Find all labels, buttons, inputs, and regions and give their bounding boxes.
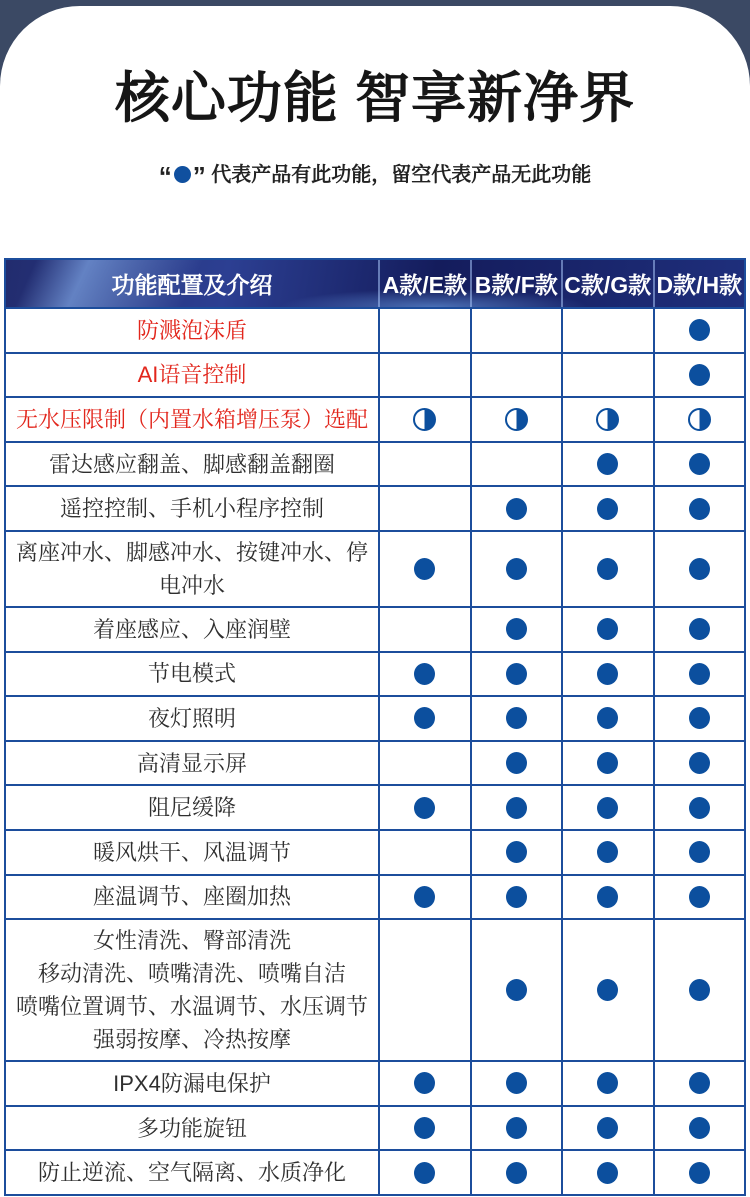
has-feature-dot-icon <box>506 707 527 729</box>
mark-cell <box>653 653 745 696</box>
mark-cell <box>653 398 745 441</box>
has-feature-dot-icon <box>689 841 710 863</box>
table-row <box>6 606 744 651</box>
has-feature-dot-icon <box>597 886 618 908</box>
has-feature-dot-icon <box>597 1117 618 1139</box>
feature-label: 座温调节、座圈加热 <box>92 884 291 910</box>
has-feature-dot-icon <box>597 498 618 520</box>
table-row <box>6 352 744 397</box>
mark-cell <box>470 354 562 397</box>
has-feature-dot-icon <box>597 663 618 685</box>
mark-cell <box>561 608 653 651</box>
has-feature-dot-icon <box>506 498 527 520</box>
mark-cell <box>561 443 653 486</box>
column-header-feature: 功能配置及介绍 <box>111 272 273 298</box>
mark-cell <box>378 920 470 1060</box>
has-feature-dot-icon <box>414 1117 435 1139</box>
mark-cell <box>378 398 470 441</box>
has-feature-dot-icon <box>597 558 618 580</box>
mark-cell <box>653 1062 745 1105</box>
feature-label: 无水压限制（内置水箱增压泵）选配 <box>15 406 368 432</box>
mark-cell <box>378 742 470 785</box>
mark-cell <box>561 309 653 352</box>
mark-cell <box>378 608 470 651</box>
has-feature-dot-icon <box>597 797 618 819</box>
column-header-model-a-e: A款/E款 <box>378 260 470 307</box>
mark-cell <box>561 742 653 785</box>
has-feature-dot-icon <box>506 841 527 863</box>
table-row <box>6 530 744 606</box>
feature-label: 防溅泡沫盾 <box>136 317 247 343</box>
table-row <box>6 918 744 1060</box>
mark-cell <box>378 443 470 486</box>
feature-comparison-table <box>4 258 746 1196</box>
has-feature-dot-icon <box>689 707 710 729</box>
mark-cell <box>653 487 745 530</box>
has-feature-dot-icon <box>506 886 527 908</box>
mark-cell <box>653 876 745 919</box>
has-feature-dot-icon <box>506 663 527 685</box>
has-feature-dot-icon <box>597 453 618 475</box>
has-feature-dot-icon <box>414 707 435 729</box>
has-feature-dot-icon <box>506 979 527 1001</box>
has-feature-dot-icon <box>414 663 435 685</box>
mark-cell <box>470 309 562 352</box>
mark-cell <box>378 532 470 606</box>
mark-cell <box>378 697 470 740</box>
mark-cell <box>561 786 653 829</box>
optional-feature-half-dot-icon <box>688 408 711 431</box>
has-feature-dot-icon <box>689 886 710 908</box>
has-feature-dot-icon <box>689 752 710 774</box>
mark-cell <box>561 354 653 397</box>
has-feature-dot-icon <box>597 1162 618 1184</box>
has-feature-dot-icon <box>506 1072 527 1094</box>
has-feature-dot-icon <box>689 797 710 819</box>
legend <box>0 162 750 189</box>
mark-cell <box>378 354 470 397</box>
mark-cell <box>561 876 653 919</box>
has-feature-dot-icon <box>414 886 435 908</box>
page-title: 核心功能 智享新净界 <box>114 67 636 129</box>
mark-cell <box>653 920 745 1060</box>
mark-cell <box>561 831 653 874</box>
legend-dot-icon <box>174 166 191 183</box>
mark-cell <box>653 831 745 874</box>
mark-cell <box>378 1151 470 1194</box>
table-row <box>6 829 744 874</box>
feature-label-line: 女性清洗、臀部清洗 <box>92 928 291 954</box>
legend-close-quote: ” <box>192 160 206 191</box>
legend-open-quote: “ <box>158 160 172 191</box>
table-row <box>6 874 744 919</box>
table-row <box>6 1105 744 1150</box>
table-row <box>6 396 744 441</box>
has-feature-dot-icon <box>689 498 710 520</box>
legend-text: 代表产品有此功能，留空代表产品无此功能 <box>211 163 592 186</box>
has-feature-dot-icon <box>689 319 710 341</box>
mark-cell <box>561 398 653 441</box>
has-feature-dot-icon <box>689 364 710 386</box>
feature-label: 暖风烘干、风温调节 <box>92 839 291 865</box>
mark-cell <box>378 309 470 352</box>
mark-cell <box>378 1062 470 1105</box>
has-feature-dot-icon <box>506 797 527 819</box>
mark-cell <box>470 398 562 441</box>
table-row <box>6 1149 744 1194</box>
table-header-row <box>6 260 744 307</box>
mark-cell <box>561 697 653 740</box>
has-feature-dot-icon <box>689 1117 710 1139</box>
mark-cell <box>470 487 562 530</box>
table-row <box>6 307 744 352</box>
column-header-model-c-g: C款/G款 <box>561 260 653 307</box>
has-feature-dot-icon <box>689 453 710 475</box>
column-header-model-d-h: D款/H款 <box>653 260 745 307</box>
column-header-model-b-f: B款/F款 <box>470 260 562 307</box>
mark-cell <box>470 786 562 829</box>
feature-label: IPX4防漏电保护 <box>113 1070 271 1096</box>
mark-cell <box>561 653 653 696</box>
has-feature-dot-icon <box>689 558 710 580</box>
feature-label: 高清显示屏 <box>136 750 247 776</box>
mark-cell <box>653 608 745 651</box>
mark-cell <box>378 653 470 696</box>
feature-label: 雷达感应翻盖、脚感翻盖翻圈 <box>48 451 335 477</box>
has-feature-dot-icon <box>689 663 710 685</box>
has-feature-dot-icon <box>689 1072 710 1094</box>
optional-feature-half-dot-icon <box>413 408 436 431</box>
mark-cell <box>653 742 745 785</box>
optional-feature-half-dot-icon <box>505 408 528 431</box>
has-feature-dot-icon <box>506 1117 527 1139</box>
has-feature-dot-icon <box>597 707 618 729</box>
mark-cell <box>470 831 562 874</box>
mark-cell <box>653 1107 745 1150</box>
feature-label-line: 喷嘴位置调节、水温调节、水压调节 <box>15 994 368 1020</box>
has-feature-dot-icon <box>506 618 527 640</box>
feature-label <box>6 920 378 1060</box>
mark-cell <box>378 786 470 829</box>
mark-cell <box>378 487 470 530</box>
table-row <box>6 695 744 740</box>
table-row <box>6 784 744 829</box>
feature-label: AI语音控制 <box>137 362 247 388</box>
mark-cell <box>561 532 653 606</box>
feature-label: 防止逆流、空气隔离、水质净化 <box>37 1160 346 1186</box>
table-row <box>6 651 744 696</box>
feature-label: 离座冲水、脚感冲水、按键冲水、停电冲水 <box>15 539 368 598</box>
has-feature-dot-icon <box>414 558 435 580</box>
has-feature-dot-icon <box>506 558 527 580</box>
content-card <box>0 6 750 1197</box>
mark-cell <box>470 608 562 651</box>
feature-label: 节电模式 <box>147 661 236 687</box>
mark-cell <box>378 876 470 919</box>
mark-cell <box>561 487 653 530</box>
has-feature-dot-icon <box>597 979 618 1001</box>
has-feature-dot-icon <box>506 1162 527 1184</box>
feature-label: 夜灯照明 <box>147 705 236 731</box>
mark-cell <box>378 1107 470 1150</box>
feature-label: 阻尼缓降 <box>147 795 236 821</box>
has-feature-dot-icon <box>414 1162 435 1184</box>
has-feature-dot-icon <box>597 1072 618 1094</box>
mark-cell <box>653 354 745 397</box>
has-feature-dot-icon <box>597 752 618 774</box>
feature-label: 多功能旋钮 <box>136 1115 247 1141</box>
mark-cell <box>470 697 562 740</box>
has-feature-dot-icon <box>597 841 618 863</box>
mark-cell <box>561 1107 653 1150</box>
feature-label-line: 强弱按摩、冷热按摩 <box>92 1027 291 1053</box>
feature-label: 着座感应、入座润壁 <box>92 616 291 642</box>
mark-cell <box>470 876 562 919</box>
mark-cell <box>470 1151 562 1194</box>
mark-cell <box>653 443 745 486</box>
mark-cell <box>653 1151 745 1194</box>
has-feature-dot-icon <box>414 1072 435 1094</box>
has-feature-dot-icon <box>414 797 435 819</box>
table-row <box>6 740 744 785</box>
feature-label: 遥控控制、手机小程序控制 <box>59 496 324 522</box>
table-body <box>6 307 744 1194</box>
mark-cell <box>470 653 562 696</box>
table-row <box>6 441 744 486</box>
mark-cell <box>653 532 745 606</box>
table-row <box>6 485 744 530</box>
mark-cell <box>561 1151 653 1194</box>
mark-cell <box>653 309 745 352</box>
has-feature-dot-icon <box>689 1162 710 1184</box>
optional-feature-half-dot-icon <box>596 408 619 431</box>
mark-cell <box>470 532 562 606</box>
mark-cell <box>653 786 745 829</box>
feature-label-line: 移动清洗、喷嘴清洗、喷嘴自洁 <box>37 961 346 987</box>
table-row <box>6 1060 744 1105</box>
mark-cell <box>378 831 470 874</box>
mark-cell <box>653 697 745 740</box>
mark-cell <box>470 920 562 1060</box>
has-feature-dot-icon <box>689 618 710 640</box>
mark-cell <box>470 443 562 486</box>
mark-cell <box>470 1107 562 1150</box>
mark-cell <box>561 1062 653 1105</box>
has-feature-dot-icon <box>597 618 618 640</box>
mark-cell <box>470 1062 562 1105</box>
mark-cell <box>561 920 653 1060</box>
mark-cell <box>470 742 562 785</box>
has-feature-dot-icon <box>689 979 710 1001</box>
has-feature-dot-icon <box>506 752 527 774</box>
